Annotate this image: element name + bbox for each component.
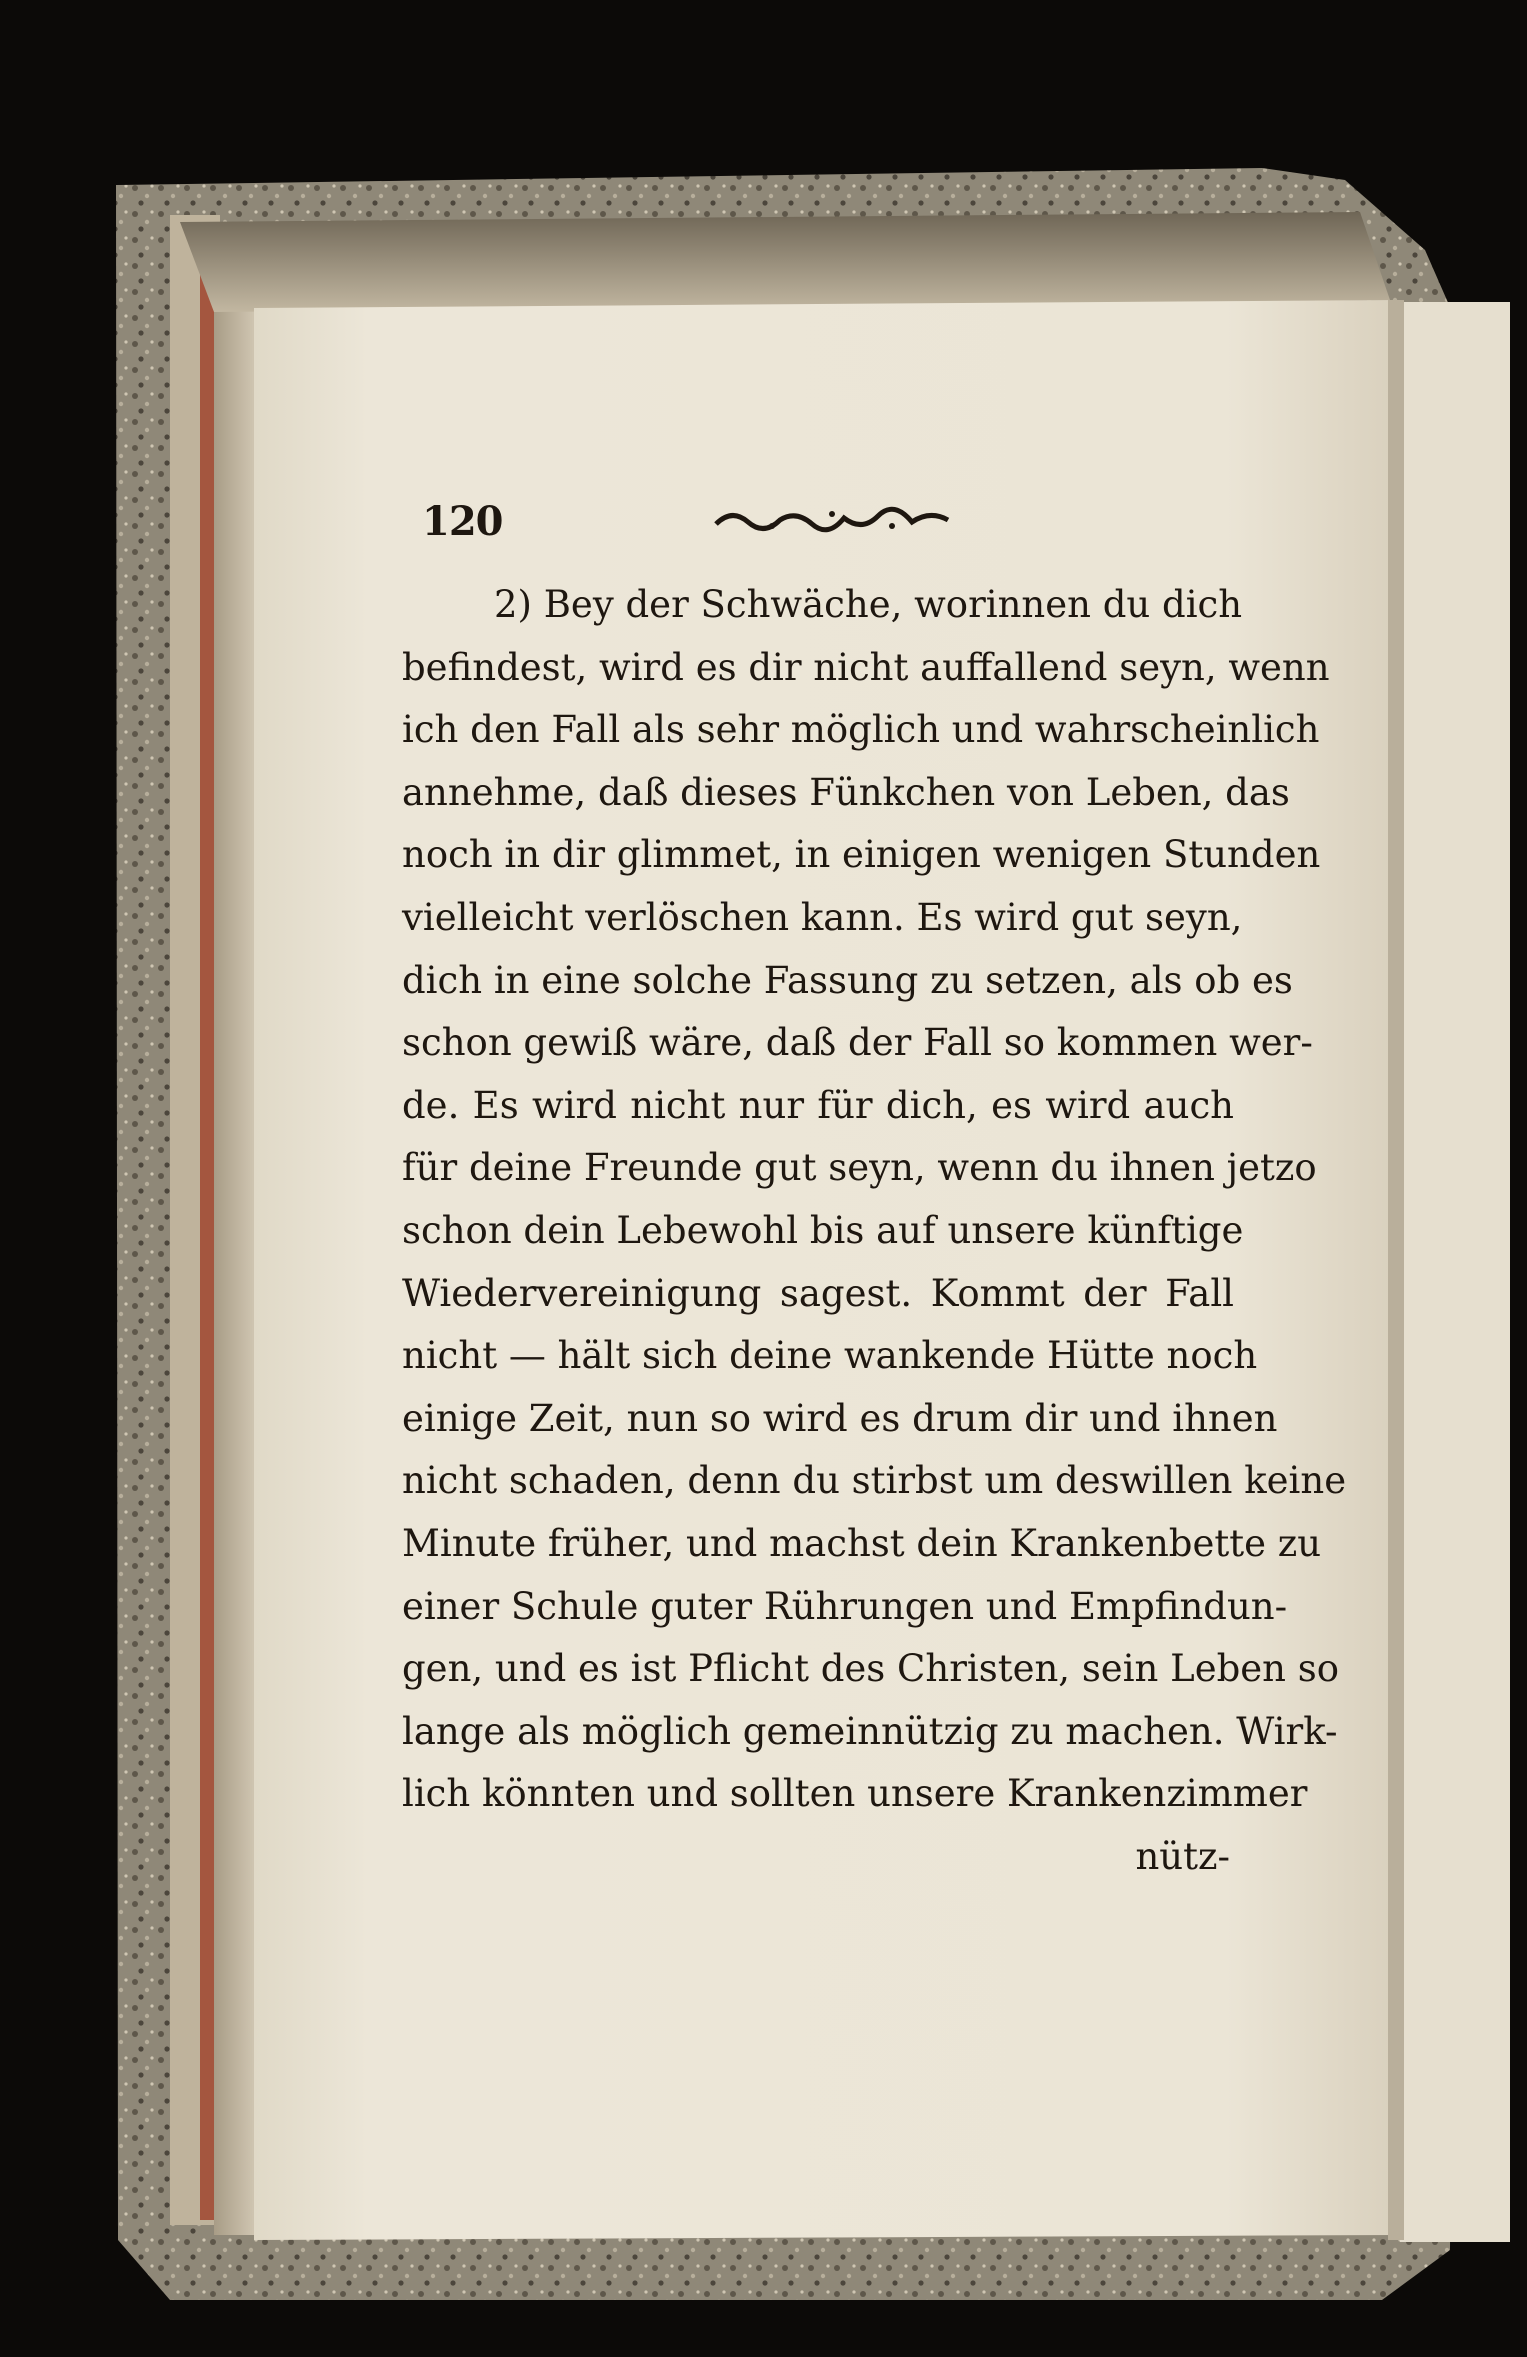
text-line: nicht schaden, denn du stirbst um deswillen keine xyxy=(402,1459,1347,1503)
page-header xyxy=(402,498,1234,558)
stacked-pages-left xyxy=(214,245,254,2235)
text-line: ich den Fall als sehr möglich und wahrscheinlich xyxy=(402,708,1320,752)
text-line: lange als möglich gemeinnützig zu machen. Wirk- xyxy=(402,1709,1338,1753)
text-line: 2) Bey der Schwäche, worinnen du dich xyxy=(494,583,1243,626)
text-line: einige Zeit, nun so wird es drum dir und ihnen xyxy=(402,1396,1278,1440)
text-line: gen, und es ist Pflicht des Christen, sein Leben so xyxy=(402,1647,1340,1691)
text-line: einer Schule guter Rührungen und Empfindun- xyxy=(402,1584,1288,1628)
decorative-ornament-icon xyxy=(712,506,952,534)
page-number: 120 xyxy=(422,498,503,545)
right-page-strip xyxy=(1400,302,1510,2242)
gutter-shadow xyxy=(1388,300,1404,2240)
text-line: Minute früher, und machst dein Krankenbette zu xyxy=(402,1521,1322,1565)
text-line: befindest, wird es dir nicht auffallend seyn, wenn xyxy=(402,645,1330,689)
text-line: schon dein Lebewohl bis auf unsere künftige xyxy=(402,1208,1244,1252)
stacked-pages-top xyxy=(180,212,1390,312)
text-line: de. Es wird nicht nur für dich, es wird auch xyxy=(402,1083,1234,1127)
text-line: schon gewiß wäre, daß der Fall so kommen wer- xyxy=(402,1021,1313,1065)
text-line: vielleicht verlöschen kann. Es wird gut seyn, xyxy=(402,895,1243,939)
text-line: für deine Freunde gut seyn, wenn du ihnen jetzo xyxy=(402,1146,1317,1190)
text-line: nicht — hält sich deine wankende Hütte noch xyxy=(402,1334,1258,1378)
text-line: Wiedervereinigung sagest. Kommt der Fall xyxy=(402,1271,1234,1315)
text-line: dich in eine solche Fassung zu setzen, als ob es xyxy=(402,958,1293,1002)
paragraph xyxy=(402,574,1347,1826)
page-content xyxy=(402,498,1347,1888)
text-line: noch in dir glimmet, in einigen wenigen Stunden xyxy=(402,833,1321,877)
catchword: nütz- xyxy=(1135,1834,1230,1878)
text-line: lich könnten und sollten unsere Krankenzimmer xyxy=(402,1772,1308,1816)
right-black-border xyxy=(1512,0,1527,2357)
red-page-edge xyxy=(200,230,214,2220)
text-line: annehme, daß dieses Fünkchen von Leben, das xyxy=(402,770,1290,814)
